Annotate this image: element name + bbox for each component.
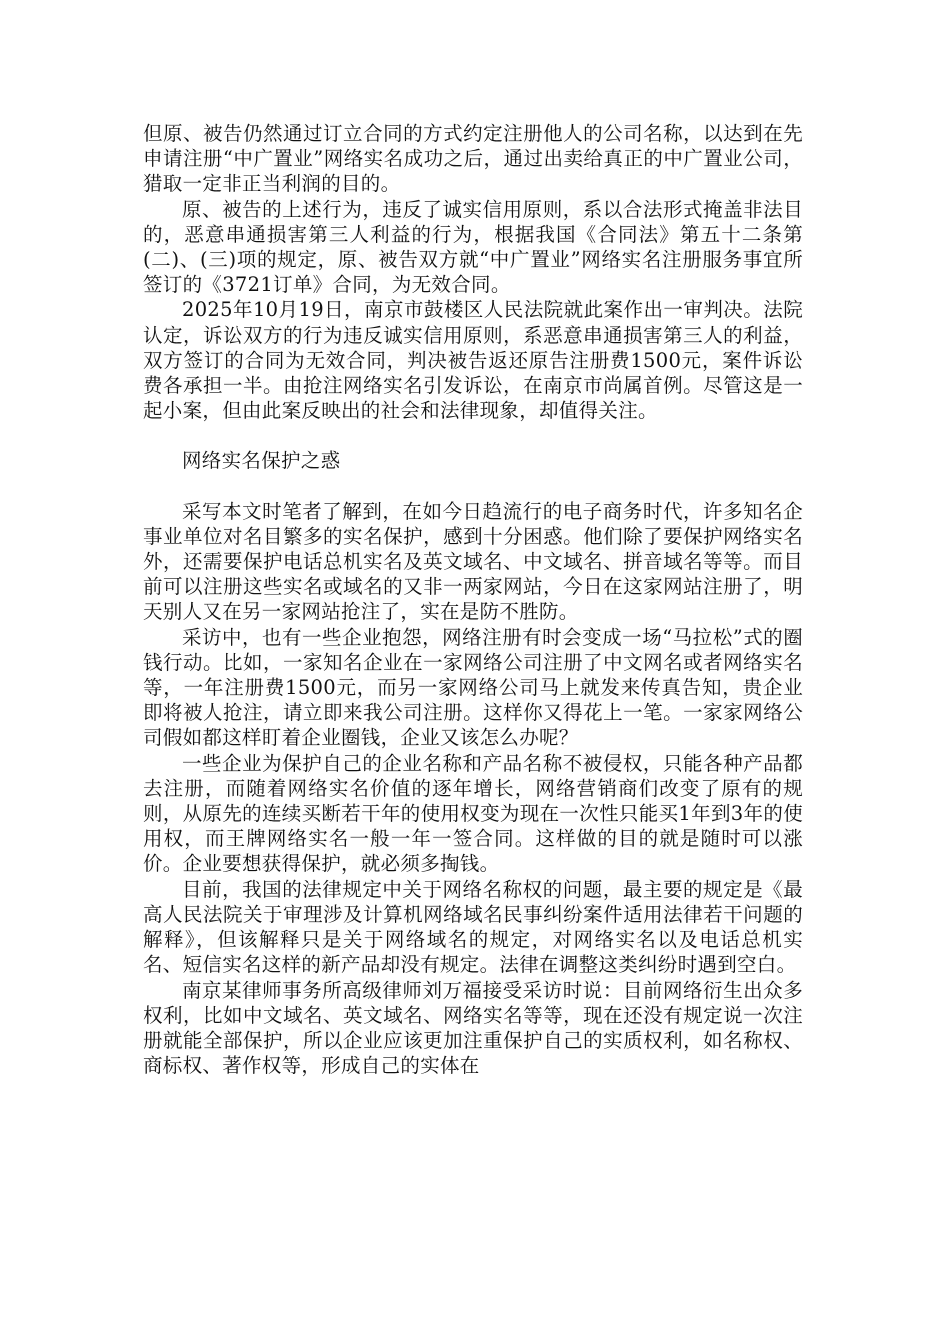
paragraph-continuation: 但原、被告仍然通过订立合同的方式约定注册他人的公司名称，以达到在先申请注册“中广置业”网络实名成功之后，通过出卖给真正的中广置业公司，猎取一定非正当利润的目的。 xyxy=(143,122,803,196)
paragraph-lawyer-quote: 南京某律师事务所高级律师刘万福接受采访时说：目前网络衍生出众多权利，比如中文域名、英文域名、网络实名等等，现在还没有规定说一次注册就能全部保护，所以企业应该更加注重保护自己的实质权利，如名称权、商标权、著作权等，形成自己的实体在 xyxy=(143,978,803,1078)
section-heading: 网络实名保护之惑 xyxy=(182,449,341,473)
paragraph-violation: 原、被告的上述行为，违反了诚实信用原则，系以合法形式掩盖非法目的，恶意串通损害第三人利益的行为，根据我国《合同法》第五十二条第(二)、(三)项的规定，原、被告双方就“中广置业”网络实名注册服务事宜所签订的《3721订单》合同，为无效合同。 xyxy=(143,197,803,297)
document-body xyxy=(143,121,803,1078)
paragraph-marathon: 采访中，也有一些企业抱怨，网络注册有时会变成一场“马拉松”式的圈钱行动。比如，一家知名企业在一家网络公司注册了中文网名或者网络实名等，一年注册费1500元，而另一家网络公司马上就发来传真告知，贵企业即将被人抢注，请立即来我公司注册。这样你又得花上一笔。一家家网络公司假如都这样盯着企业圈钱，企业又该怎么办呢？ xyxy=(143,625,803,750)
paragraph-law-gap: 目前，我国的法律规定中关于网络名称权的问题，最主要的规定是《最高人民法院关于审理涉及计算机网络域名民事纠纷案件适用法律若干问题的解释》，但该解释只是关于网络域名的规定，对网络实名以及电话总机实名、短信实名这样的新产品却没有规定。法律在调整这类纠纷时遇到空白。 xyxy=(143,877,803,977)
paragraph-price-rules: 一些企业为保护自己的企业名称和产品名称不被侵权，只能各种产品都去注册，而随着网络实名价值的逐年增长，网络营销商们改变了原有的规则，从原先的连续买断若干年的使用权变为现在一次性只能买1年到3年的使用权，而王牌网络实名一般一年一签合同。这样做的目的就是随时可以涨价。企业要想获得保护，就必须多掏钱。 xyxy=(143,751,803,876)
paragraph-confusion: 采写本文时笔者了解到，在如今日趋流行的电子商务时代，许多知名企事业单位对名目繁多的实名保护，感到十分困惑。他们除了要保护网络实名外，还需要保护电话总机实名及英文域名、中文域名、拼音域名等等。而目前可以注册这些实名或域名的又非一两家网站，今日在这家网站注册了，明天别人又在另一家网站抢注了，实在是防不胜防。 xyxy=(143,499,803,624)
paragraph-judgment: 2025年10月19日，南京市鼓楼区人民法院就此案作出一审判决。法院认定，诉讼双方的行为违反诚实信用原则，系恶意串通损害第三人的利益，双方签订的合同为无效合同，判决被告返还原告注册费1500元，案件诉讼费各承担一半。由抢注网络实名引发诉讼，在南京市尚属首例。尽管这是一起小案，但由此案反映出的社会和法律现象，却值得关注。 xyxy=(143,298,803,423)
